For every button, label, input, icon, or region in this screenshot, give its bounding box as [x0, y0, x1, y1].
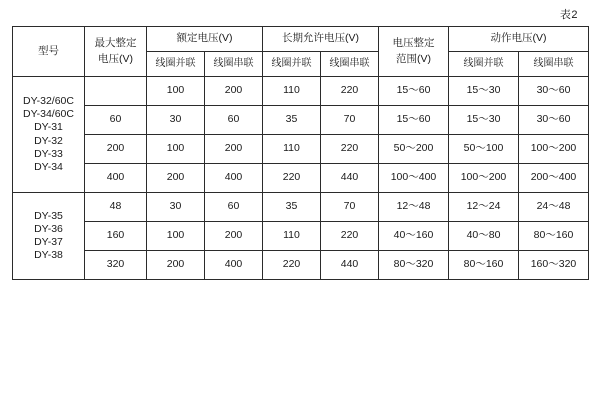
- header-action-voltage: 动作电压(V): [449, 27, 589, 52]
- cell-action-series: 160～320: [519, 251, 589, 280]
- cell-action-series: 80～160: [519, 222, 589, 251]
- cell-rated-parallel: 100: [147, 77, 205, 106]
- cell-allow-series: 440: [321, 251, 379, 280]
- cell-max-setting: 400: [85, 164, 147, 193]
- cell-action-parallel: 100～200: [449, 164, 519, 193]
- cell-setting-range: 40～160: [379, 222, 449, 251]
- cell-rated-parallel: 30: [147, 106, 205, 135]
- table-body: [13, 77, 589, 280]
- cell-action-parallel: 12～24: [449, 193, 519, 222]
- table-head: [13, 27, 589, 77]
- cell-action-series: 30～60: [519, 106, 589, 135]
- header-voltage-setting-range: [379, 27, 449, 77]
- model-group-2: [13, 193, 85, 280]
- header-allow-coil-series: 线圈串联: [321, 52, 379, 77]
- cell-rated-parallel: 200: [147, 164, 205, 193]
- cell-allow-series: 220: [321, 135, 379, 164]
- cell-allow-parallel: 110: [263, 135, 321, 164]
- model-label: DY-38: [34, 249, 63, 262]
- cell-setting-range: 100～400: [379, 164, 449, 193]
- header-setting-range-line1: 电压整定: [392, 36, 435, 49]
- cell-rated-parallel: 100: [147, 135, 205, 164]
- cell-action-series: 100～200: [519, 135, 589, 164]
- cell-max-setting: 320: [85, 251, 147, 280]
- header-max-setting-line2: 电压(V): [98, 52, 133, 65]
- table-row: [13, 251, 589, 280]
- header-max-setting: [85, 27, 147, 77]
- cell-allow-series: 70: [321, 106, 379, 135]
- specification-table: [12, 26, 589, 280]
- cell-action-parallel: 15～30: [449, 106, 519, 135]
- model-group-1: [13, 77, 85, 193]
- table-caption: 表2: [559, 9, 578, 21]
- header-allow-coil-parallel: 线圈并联: [263, 52, 321, 77]
- cell-rated-series: 400: [205, 164, 263, 193]
- cell-allow-parallel: 220: [263, 251, 321, 280]
- header-action-coil-series: 线圈串联: [519, 52, 589, 77]
- cell-rated-series: 400: [205, 251, 263, 280]
- model-label: DY-35: [34, 209, 63, 222]
- cell-action-series: 30～60: [519, 77, 589, 106]
- cell-rated-series: 200: [205, 135, 263, 164]
- header-rated-coil-parallel: 线圈并联: [147, 52, 205, 77]
- cell-max-setting: [85, 77, 147, 106]
- table-row: [13, 222, 589, 251]
- cell-rated-parallel: 100: [147, 222, 205, 251]
- cell-setting-range: 15～60: [379, 106, 449, 135]
- cell-setting-range: 12～48: [379, 193, 449, 222]
- header-model: 型号: [13, 27, 85, 77]
- cell-setting-range: 15～60: [379, 77, 449, 106]
- cell-setting-range: 80～320: [379, 251, 449, 280]
- cell-action-series: 200～400: [519, 164, 589, 193]
- cell-rated-parallel: 30: [147, 193, 205, 222]
- model-label: DY-36: [34, 222, 63, 235]
- cell-action-parallel: 40～80: [449, 222, 519, 251]
- model-label: DY-34: [34, 160, 63, 173]
- table-row: [13, 106, 589, 135]
- cell-allow-parallel: 220: [263, 164, 321, 193]
- model-label: DY-31: [34, 121, 63, 134]
- header-action-coil-parallel: 线圈并联: [449, 52, 519, 77]
- cell-max-setting: 160: [85, 222, 147, 251]
- cell-allow-series: 440: [321, 164, 379, 193]
- model-label: DY-37: [34, 236, 63, 248]
- table-row: [13, 193, 589, 222]
- cell-rated-series: 200: [205, 77, 263, 106]
- cell-action-parallel: 50～100: [449, 135, 519, 164]
- table-row: [13, 164, 589, 193]
- model-label: DY-34/60C: [23, 108, 74, 121]
- header-row-group: [13, 27, 589, 52]
- table-row: [13, 77, 589, 106]
- header-setting-range-line2: 范围(V): [396, 52, 431, 65]
- cell-action-parallel: 80～160: [449, 251, 519, 280]
- cell-action-parallel: 15～30: [449, 77, 519, 106]
- header-rated-coil-series: 线圈串联: [205, 52, 263, 77]
- cell-rated-series: 60: [205, 106, 263, 135]
- model-label: DY-32/60C: [23, 95, 74, 108]
- cell-rated-series: 60: [205, 193, 263, 222]
- model-label: DY-33: [34, 147, 63, 160]
- cell-allow-series: 220: [321, 222, 379, 251]
- cell-rated-parallel: 200: [147, 251, 205, 280]
- model-label: DY-32: [34, 134, 63, 147]
- cell-max-setting: 200: [85, 135, 147, 164]
- table-row: [13, 135, 589, 164]
- cell-setting-range: 50～200: [379, 135, 449, 164]
- cell-allow-parallel: 35: [263, 106, 321, 135]
- cell-allow-parallel: 110: [263, 77, 321, 106]
- cell-allow-parallel: 110: [263, 222, 321, 251]
- cell-max-setting: 60: [85, 106, 147, 135]
- header-max-setting-line1: 最大整定: [94, 36, 137, 49]
- header-long-term-allow: 长期允许电压(V): [263, 27, 379, 52]
- cell-action-series: 24～48: [519, 193, 589, 222]
- cell-allow-series: 70: [321, 193, 379, 222]
- cell-allow-parallel: 35: [263, 193, 321, 222]
- cell-allow-series: 220: [321, 77, 379, 106]
- cell-max-setting: 48: [85, 193, 147, 222]
- cell-rated-series: 200: [205, 222, 263, 251]
- header-rated-voltage: 额定电压(V): [147, 27, 263, 52]
